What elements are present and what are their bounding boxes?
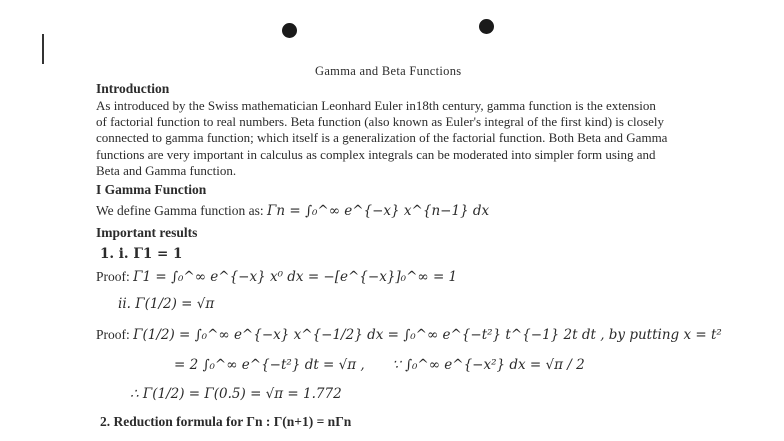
proof-2-formula: Γ(1/2) = ∫₀^∞ e^{−x} x^{−1/2} dx = ∫₀^∞ e^{−t²} t^{−1} 2t dt , by putting x = t² bbox=[133, 327, 722, 343]
punch-hole-left bbox=[282, 23, 297, 38]
proof-1-formula: Γ1 = ∫₀^∞ e^{−x} x⁰ dx = −[e^{−x}]₀^∞ = 1 bbox=[133, 269, 458, 285]
introduction-heading: Introduction bbox=[96, 81, 170, 96]
intro-line-2: of factorial function to real numbers. Beta function (also known as Euler's integral of the first kind) is closely bbox=[96, 114, 665, 130]
intro-line-3: connected to gamma function; which itself is a generalization of the factorial function. Both Beta and Gamma bbox=[96, 130, 668, 146]
punch-hole-right bbox=[479, 19, 494, 34]
intro-line-4: functions are very important in calculus as complex integrals can be moderated into simpler form using and bbox=[96, 146, 656, 162]
proof-2b-formula: = 2 ∫₀^∞ e^{−t²} dt = √π , bbox=[174, 357, 365, 373]
page-title: Gamma and Beta Functions bbox=[315, 64, 462, 78]
margin-mark bbox=[42, 34, 44, 64]
proof-2-label: Proof: bbox=[96, 327, 130, 342]
proof-1 bbox=[96, 269, 457, 285]
reduction-formula: 2. Reduction formula for Γn : Γ(n+1) = nΓn bbox=[100, 414, 352, 429]
intro-line-1: As introduced by the Swiss mathematician Leonhard Euler in18th century, gamma function is the extension bbox=[96, 98, 656, 113]
proof-2 bbox=[96, 327, 722, 343]
definition-formula: Γn = ∫₀^∞ e^{−x} x^{n−1} dx bbox=[266, 203, 490, 219]
introduction-paragraph bbox=[96, 98, 706, 179]
important-results-heading: Important results bbox=[96, 225, 198, 240]
proof-2b-note: ∵ ∫₀^∞ e^{−x²} dx = √π / 2 bbox=[392, 357, 585, 373]
result-2: ii. Γ(1/2) = √π bbox=[118, 296, 215, 312]
definition-prefix: We define Gamma function as: bbox=[96, 203, 264, 218]
intro-line-5: Beta and Gamma function. bbox=[96, 162, 237, 178]
gamma-definition bbox=[96, 203, 489, 219]
proof-2-continued bbox=[174, 357, 585, 373]
result-1: 1. i. Γ1 = 1 bbox=[100, 246, 183, 262]
gamma-heading: I Gamma Function bbox=[96, 182, 207, 197]
proof-1-label: Proof: bbox=[96, 269, 130, 284]
proof-2-conclusion: ∴ Γ(1/2) = Γ(0.5) = √π = 1.772 bbox=[130, 386, 342, 402]
